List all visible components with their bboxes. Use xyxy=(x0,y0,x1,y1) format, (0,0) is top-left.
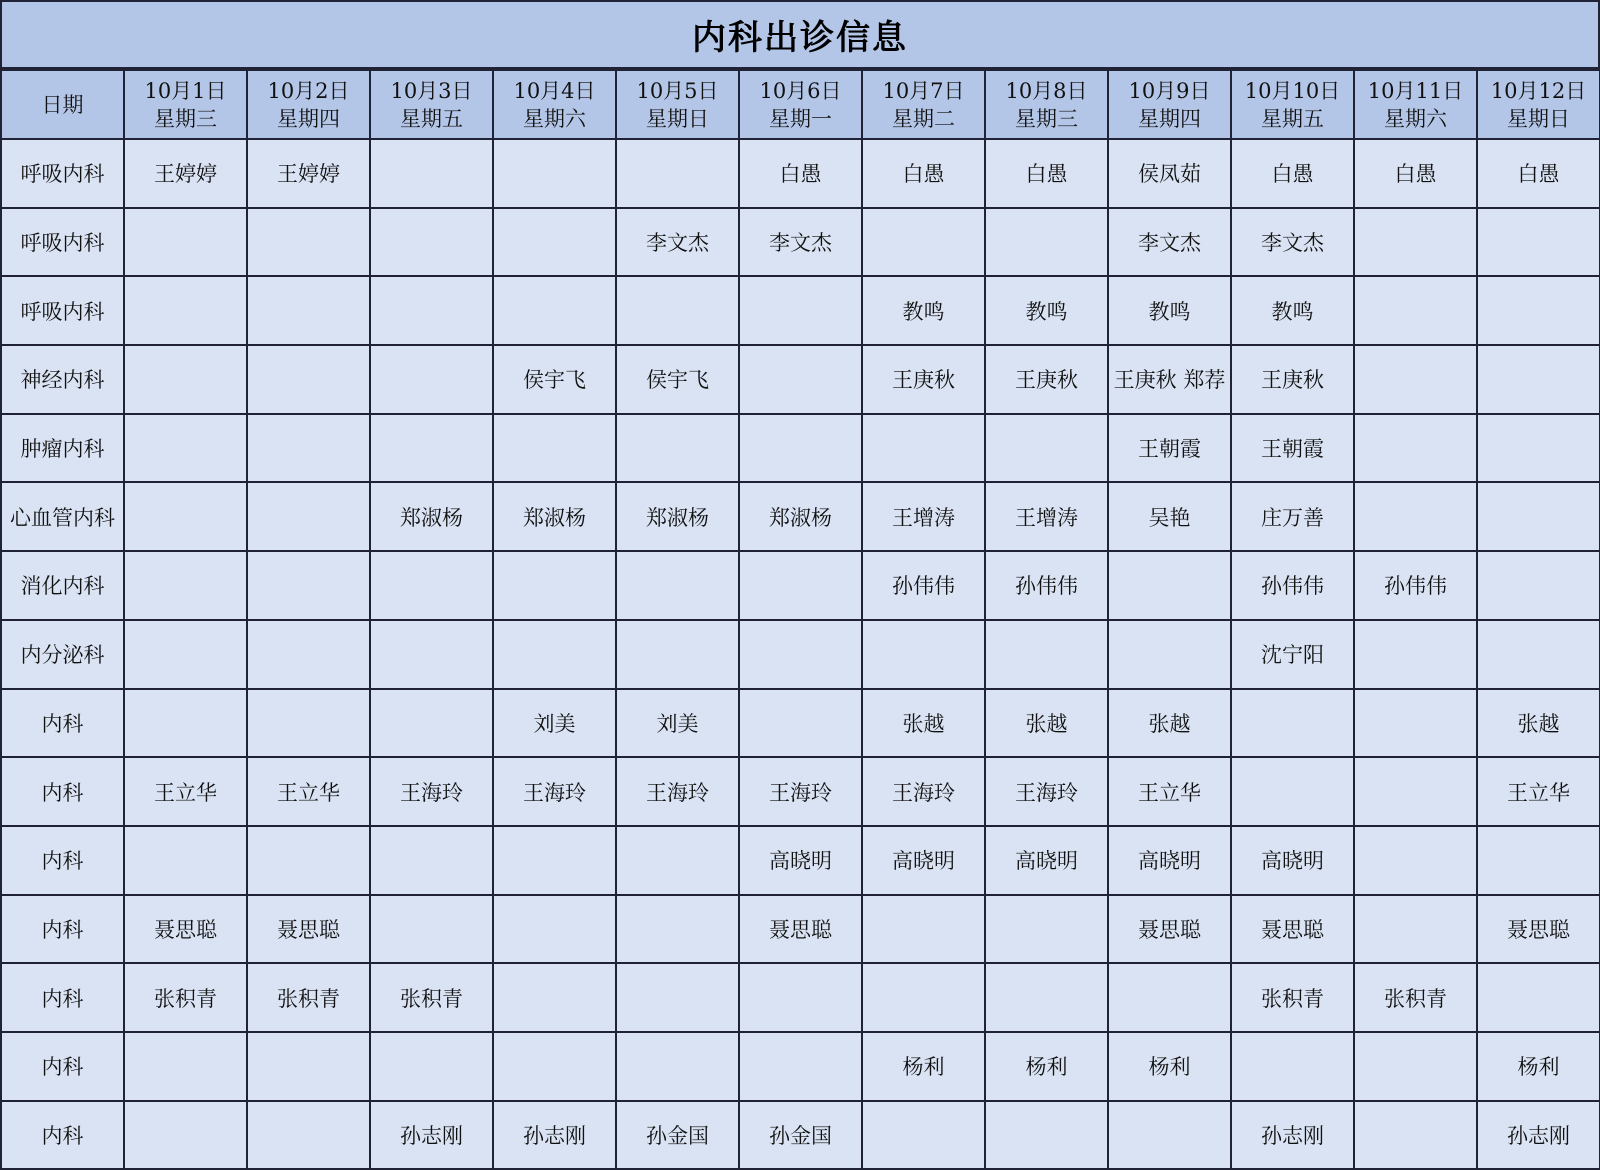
doctor-cell[interactable]: 王庚秋 郑荐 xyxy=(1108,345,1231,414)
doctor-cell[interactable] xyxy=(124,826,247,895)
department-cell[interactable]: 内科 xyxy=(1,1032,124,1101)
doctor-cell[interactable] xyxy=(862,414,985,483)
table-row xyxy=(1,1101,1600,1170)
doctor-cell[interactable] xyxy=(1354,276,1477,345)
day-header-cell[interactable] xyxy=(1231,70,1354,139)
department-cell[interactable]: 内分泌科 xyxy=(1,620,124,689)
table-row xyxy=(1,689,1600,758)
doctor-cell[interactable]: 王海玲 xyxy=(862,757,985,826)
doctor-cell[interactable] xyxy=(985,620,1108,689)
day-weekday: 星期日 xyxy=(646,106,709,131)
doctor-cell[interactable] xyxy=(616,1032,739,1101)
doctor-cell[interactable]: 教鸣 xyxy=(985,276,1108,345)
day-date: 10月6日 xyxy=(759,78,842,103)
doctor-cell[interactable] xyxy=(739,963,862,1032)
doctor-cell[interactable] xyxy=(124,620,247,689)
doctor-cell[interactable] xyxy=(739,414,862,483)
department-cell[interactable]: 内科 xyxy=(1,895,124,964)
doctor-cell[interactable] xyxy=(493,963,616,1032)
doctor-cell[interactable] xyxy=(493,276,616,345)
doctor-cell[interactable]: 孙金国 xyxy=(739,1101,862,1170)
day-date: 10月12日 xyxy=(1490,78,1587,103)
doctor-cell[interactable] xyxy=(1477,345,1600,414)
doctor-cell[interactable]: 王立华 xyxy=(1477,757,1600,826)
doctor-cell[interactable] xyxy=(370,620,493,689)
doctor-cell[interactable] xyxy=(985,208,1108,277)
doctor-cell[interactable] xyxy=(1354,895,1477,964)
department-cell[interactable]: 呼吸内科 xyxy=(1,139,124,208)
doctor-cell[interactable] xyxy=(739,1032,862,1101)
doctor-cell[interactable] xyxy=(616,963,739,1032)
doctor-cell[interactable] xyxy=(370,895,493,964)
day-weekday: 星期六 xyxy=(1384,106,1447,131)
table-row xyxy=(1,757,1600,826)
doctor-cell[interactable]: 白愚 xyxy=(1231,139,1354,208)
doctor-cell[interactable]: 王海玲 xyxy=(370,757,493,826)
table-row xyxy=(1,482,1600,551)
doctor-cell[interactable]: 高晓明 xyxy=(739,826,862,895)
day-weekday: 星期六 xyxy=(523,106,586,131)
doctor-cell[interactable]: 王立华 xyxy=(247,757,370,826)
department-cell[interactable]: 内科 xyxy=(1,1101,124,1170)
doctor-cell[interactable] xyxy=(1354,1101,1477,1170)
doctor-cell[interactable]: 吴艳 xyxy=(1108,482,1231,551)
doctor-cell[interactable]: 孙志刚 xyxy=(1477,1101,1600,1170)
doctor-cell[interactable]: 李文杰 xyxy=(1108,208,1231,277)
doctor-cell[interactable] xyxy=(1477,276,1600,345)
doctor-cell[interactable]: 张积青 xyxy=(370,963,493,1032)
schedule-body xyxy=(1,139,1600,1169)
doctor-cell[interactable] xyxy=(739,689,862,758)
department-cell[interactable]: 内科 xyxy=(1,826,124,895)
department-cell[interactable]: 肿瘤内科 xyxy=(1,414,124,483)
doctor-cell[interactable] xyxy=(247,689,370,758)
table-row xyxy=(1,276,1600,345)
table-row xyxy=(1,208,1600,277)
doctor-cell[interactable]: 郑淑杨 xyxy=(493,482,616,551)
doctor-cell[interactable] xyxy=(247,208,370,277)
doctor-cell[interactable] xyxy=(370,139,493,208)
day-header-cell[interactable] xyxy=(370,70,493,139)
doctor-cell[interactable] xyxy=(247,620,370,689)
doctor-cell[interactable] xyxy=(124,689,247,758)
day-weekday: 星期日 xyxy=(1507,106,1570,131)
doctor-cell[interactable]: 孙伟伟 xyxy=(1354,551,1477,620)
doctor-cell[interactable]: 郑淑杨 xyxy=(739,482,862,551)
doctor-cell[interactable]: 聂思聪 xyxy=(1231,895,1354,964)
doctor-cell[interactable] xyxy=(124,345,247,414)
doctor-cell[interactable] xyxy=(493,551,616,620)
doctor-cell[interactable] xyxy=(1108,620,1231,689)
doctor-cell[interactable] xyxy=(1477,551,1600,620)
day-date: 10月1日 xyxy=(144,78,227,103)
day-weekday: 星期二 xyxy=(892,106,955,131)
day-date: 10月2日 xyxy=(267,78,350,103)
doctor-cell[interactable]: 王立华 xyxy=(124,757,247,826)
doctor-cell[interactable] xyxy=(124,1032,247,1101)
doctor-cell[interactable] xyxy=(862,208,985,277)
doctor-cell[interactable] xyxy=(1477,414,1600,483)
doctor-cell[interactable] xyxy=(739,276,862,345)
doctor-cell[interactable] xyxy=(247,482,370,551)
doctor-cell[interactable] xyxy=(1108,1101,1231,1170)
department-cell[interactable]: 内科 xyxy=(1,689,124,758)
doctor-cell[interactable] xyxy=(862,895,985,964)
doctor-cell[interactable] xyxy=(739,345,862,414)
doctor-cell[interactable] xyxy=(1354,345,1477,414)
day-date: 10月8日 xyxy=(1005,78,1088,103)
doctor-cell[interactable]: 王海玲 xyxy=(739,757,862,826)
doctor-cell[interactable]: 王朝霞 xyxy=(1108,414,1231,483)
doctor-cell[interactable] xyxy=(616,276,739,345)
doctor-cell[interactable]: 白愚 xyxy=(1477,139,1600,208)
day-header-cell[interactable] xyxy=(985,70,1108,139)
doctor-cell[interactable]: 孙志刚 xyxy=(1231,1101,1354,1170)
doctor-cell[interactable] xyxy=(370,414,493,483)
doctor-cell[interactable] xyxy=(1354,1032,1477,1101)
doctor-cell[interactable] xyxy=(493,208,616,277)
doctor-cell[interactable] xyxy=(124,551,247,620)
doctor-cell[interactable]: 王增涛 xyxy=(862,482,985,551)
day-header-cell[interactable] xyxy=(739,70,862,139)
doctor-cell[interactable]: 聂思聪 xyxy=(124,895,247,964)
doctor-cell[interactable]: 王朝霞 xyxy=(1231,414,1354,483)
doctor-cell[interactable]: 李文杰 xyxy=(1231,208,1354,277)
doctor-cell[interactable]: 侯宇飞 xyxy=(616,345,739,414)
doctor-cell[interactable] xyxy=(247,826,370,895)
doctor-cell[interactable] xyxy=(862,963,985,1032)
doctor-cell[interactable] xyxy=(1477,620,1600,689)
doctor-cell[interactable] xyxy=(247,1101,370,1170)
day-header-cell[interactable] xyxy=(247,70,370,139)
doctor-cell[interactable]: 孙金国 xyxy=(616,1101,739,1170)
day-header-cell[interactable] xyxy=(1477,70,1600,139)
doctor-cell[interactable] xyxy=(493,620,616,689)
doctor-cell[interactable] xyxy=(1477,826,1600,895)
doctor-cell[interactable]: 刘美 xyxy=(616,689,739,758)
table-row xyxy=(1,1032,1600,1101)
doctor-cell[interactable]: 聂思聪 xyxy=(1477,895,1600,964)
doctor-cell[interactable] xyxy=(370,276,493,345)
doctor-cell[interactable]: 孙伟伟 xyxy=(1231,551,1354,620)
doctor-cell[interactable] xyxy=(124,1101,247,1170)
doctor-cell[interactable]: 高晓明 xyxy=(1231,826,1354,895)
doctor-cell[interactable] xyxy=(616,826,739,895)
doctor-cell[interactable]: 王海玲 xyxy=(493,757,616,826)
table-row xyxy=(1,826,1600,895)
doctor-cell[interactable]: 张越 xyxy=(985,689,1108,758)
doctor-cell[interactable] xyxy=(616,414,739,483)
day-date: 10月11日 xyxy=(1367,78,1464,103)
doctor-cell[interactable]: 张积青 xyxy=(247,963,370,1032)
doctor-cell[interactable] xyxy=(1354,414,1477,483)
doctor-cell[interactable] xyxy=(1477,963,1600,1032)
doctor-cell[interactable] xyxy=(1354,826,1477,895)
day-weekday: 星期四 xyxy=(277,106,340,131)
doctor-cell[interactable]: 聂思聪 xyxy=(247,895,370,964)
doctor-cell[interactable] xyxy=(124,276,247,345)
day-weekday: 星期五 xyxy=(400,106,463,131)
doctor-cell[interactable]: 王庚秋 xyxy=(862,345,985,414)
doctor-cell[interactable] xyxy=(862,620,985,689)
doctor-cell[interactable]: 王婷婷 xyxy=(247,139,370,208)
doctor-cell[interactable] xyxy=(739,551,862,620)
page-title: 内科出诊信息 xyxy=(692,18,908,58)
day-header-cell[interactable] xyxy=(1354,70,1477,139)
doctor-cell[interactable] xyxy=(124,482,247,551)
day-header-cell[interactable] xyxy=(616,70,739,139)
day-date: 10月9日 xyxy=(1128,78,1211,103)
department-cell[interactable]: 心血管内科 xyxy=(1,482,124,551)
doctor-cell[interactable]: 郑淑杨 xyxy=(370,482,493,551)
doctor-cell[interactable] xyxy=(1477,482,1600,551)
doctor-cell[interactable] xyxy=(985,963,1108,1032)
doctor-cell[interactable] xyxy=(247,345,370,414)
department-cell[interactable]: 内科 xyxy=(1,963,124,1032)
doctor-cell[interactable] xyxy=(862,1101,985,1170)
day-header-cell[interactable] xyxy=(124,70,247,139)
doctor-cell[interactable] xyxy=(1231,689,1354,758)
day-weekday: 星期三 xyxy=(1015,106,1078,131)
table-row xyxy=(1,620,1600,689)
table-row xyxy=(1,345,1600,414)
doctor-cell[interactable] xyxy=(247,414,370,483)
doctor-cell[interactable]: 王增涛 xyxy=(985,482,1108,551)
doctor-cell[interactable]: 孙伟伟 xyxy=(985,551,1108,620)
doctor-cell[interactable]: 白愚 xyxy=(1354,139,1477,208)
doctor-cell[interactable] xyxy=(493,895,616,964)
doctor-cell[interactable]: 聂思聪 xyxy=(1108,895,1231,964)
department-cell[interactable]: 呼吸内科 xyxy=(1,208,124,277)
doctor-cell[interactable] xyxy=(493,414,616,483)
doctor-cell[interactable]: 孙伟伟 xyxy=(862,551,985,620)
doctor-cell[interactable]: 王婷婷 xyxy=(124,139,247,208)
doctor-cell[interactable] xyxy=(1354,757,1477,826)
day-header-cell[interactable] xyxy=(1108,70,1231,139)
doctor-cell[interactable] xyxy=(985,414,1108,483)
day-date: 10月7日 xyxy=(882,78,965,103)
doctor-cell[interactable] xyxy=(616,620,739,689)
table-row xyxy=(1,895,1600,964)
day-date: 10月10日 xyxy=(1244,78,1341,103)
doctor-cell[interactable]: 王庚秋 xyxy=(985,345,1108,414)
doctor-cell[interactable]: 白愚 xyxy=(862,139,985,208)
doctor-cell[interactable] xyxy=(1477,208,1600,277)
table-row xyxy=(1,963,1600,1032)
doctor-cell[interactable] xyxy=(124,208,247,277)
day-header-cell[interactable] xyxy=(493,70,616,139)
doctor-cell[interactable]: 张积青 xyxy=(1231,963,1354,1032)
doctor-cell[interactable] xyxy=(370,1032,493,1101)
department-cell[interactable]: 呼吸内科 xyxy=(1,276,124,345)
day-header-cell[interactable] xyxy=(862,70,985,139)
doctor-cell[interactable]: 教鸣 xyxy=(1108,276,1231,345)
table-row xyxy=(1,139,1600,208)
doctor-cell[interactable]: 庄万善 xyxy=(1231,482,1354,551)
header-row xyxy=(1,70,1600,139)
department-cell[interactable]: 内科 xyxy=(1,757,124,826)
doctor-cell[interactable] xyxy=(1354,208,1477,277)
doctor-cell[interactable]: 刘美 xyxy=(493,689,616,758)
doctor-cell[interactable] xyxy=(739,620,862,689)
department-cell[interactable]: 神经内科 xyxy=(1,345,124,414)
doctor-cell[interactable]: 张越 xyxy=(1108,689,1231,758)
doctor-cell[interactable] xyxy=(493,826,616,895)
doctor-cell[interactable]: 王庚秋 xyxy=(1231,345,1354,414)
doctor-cell[interactable]: 侯宇飞 xyxy=(493,345,616,414)
doctor-cell[interactable]: 王立华 xyxy=(1108,757,1231,826)
doctor-cell[interactable]: 张积青 xyxy=(124,963,247,1032)
doctor-cell[interactable] xyxy=(1108,963,1231,1032)
day-weekday: 星期五 xyxy=(1261,106,1324,131)
date-label-cell[interactable]: 日期 xyxy=(1,70,124,139)
doctor-cell[interactable]: 孙志刚 xyxy=(370,1101,493,1170)
doctor-cell[interactable] xyxy=(1231,1032,1354,1101)
doctor-cell[interactable]: 李文杰 xyxy=(616,208,739,277)
doctor-cell[interactable]: 张越 xyxy=(1477,689,1600,758)
doctor-cell[interactable] xyxy=(493,1032,616,1101)
doctor-cell[interactable]: 张越 xyxy=(862,689,985,758)
doctor-cell[interactable]: 李文杰 xyxy=(739,208,862,277)
doctor-cell[interactable] xyxy=(370,345,493,414)
doctor-cell[interactable]: 杨利 xyxy=(985,1032,1108,1101)
day-weekday: 星期三 xyxy=(154,106,217,131)
schedule-table xyxy=(0,69,1600,1170)
doctor-cell[interactable] xyxy=(1108,551,1231,620)
doctor-cell[interactable]: 沈宁阳 xyxy=(1231,620,1354,689)
doctor-cell[interactable]: 王海玲 xyxy=(616,757,739,826)
table-row xyxy=(1,414,1600,483)
day-date: 10月3日 xyxy=(390,78,473,103)
doctor-cell[interactable]: 白愚 xyxy=(739,139,862,208)
doctor-cell[interactable]: 王海玲 xyxy=(985,757,1108,826)
doctor-cell[interactable]: 杨利 xyxy=(1108,1032,1231,1101)
doctor-cell[interactable] xyxy=(985,1101,1108,1170)
doctor-cell[interactable] xyxy=(370,689,493,758)
doctor-cell[interactable]: 杨利 xyxy=(862,1032,985,1101)
doctor-cell[interactable] xyxy=(247,276,370,345)
doctor-cell[interactable]: 孙志刚 xyxy=(493,1101,616,1170)
doctor-cell[interactable]: 杨利 xyxy=(1477,1032,1600,1101)
day-date: 10月5日 xyxy=(636,78,719,103)
doctor-cell[interactable] xyxy=(370,551,493,620)
doctor-cell[interactable]: 高晓明 xyxy=(862,826,985,895)
doctor-cell[interactable] xyxy=(616,895,739,964)
doctor-cell[interactable]: 白愚 xyxy=(985,139,1108,208)
day-date: 10月4日 xyxy=(513,78,596,103)
doctor-cell[interactable] xyxy=(493,139,616,208)
table-row xyxy=(1,551,1600,620)
department-cell[interactable]: 消化内科 xyxy=(1,551,124,620)
doctor-cell[interactable] xyxy=(616,551,739,620)
doctor-cell[interactable] xyxy=(247,1032,370,1101)
title-bar xyxy=(0,0,1600,69)
doctor-cell[interactable] xyxy=(124,414,247,483)
doctor-cell[interactable] xyxy=(1354,620,1477,689)
day-weekday: 星期一 xyxy=(769,106,832,131)
doctor-cell[interactable]: 聂思聪 xyxy=(739,895,862,964)
doctor-cell[interactable] xyxy=(247,551,370,620)
doctor-cell[interactable]: 教鸣 xyxy=(1231,276,1354,345)
doctor-cell[interactable] xyxy=(370,208,493,277)
doctor-cell[interactable] xyxy=(985,895,1108,964)
day-weekday: 星期四 xyxy=(1138,106,1201,131)
doctor-cell[interactable]: 郑淑杨 xyxy=(616,482,739,551)
doctor-cell[interactable] xyxy=(370,826,493,895)
doctor-cell[interactable]: 高晓明 xyxy=(1108,826,1231,895)
doctor-cell[interactable]: 侯凤茹 xyxy=(1108,139,1231,208)
doctor-cell[interactable]: 高晓明 xyxy=(985,826,1108,895)
doctor-cell[interactable] xyxy=(616,139,739,208)
doctor-cell[interactable] xyxy=(1354,689,1477,758)
doctor-cell[interactable]: 教鸣 xyxy=(862,276,985,345)
doctor-cell[interactable]: 张积青 xyxy=(1354,963,1477,1032)
doctor-cell[interactable] xyxy=(1231,757,1354,826)
doctor-cell[interactable] xyxy=(1354,482,1477,551)
